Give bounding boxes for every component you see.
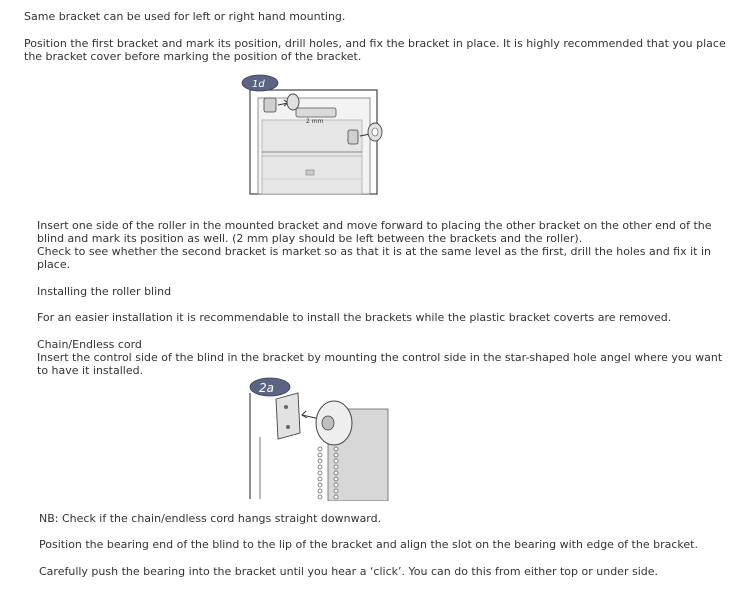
figure-2a bbox=[244, 377, 390, 501]
paragraph-nb-chain: NB: Check if the chain/endless cord hangs straight downward. bbox=[39, 512, 382, 525]
paragraph-control-side: Insert the control side of the blind in the bracket by mounting the control side in the star-shaped hole angel where you want to have it installed. bbox=[37, 351, 723, 377]
paragraph-bearing-end: Position the bearing end of the blind to the lip of the bracket and align the slot on the bearing with edge of the bracket. bbox=[39, 538, 698, 551]
paragraph-insert-roller: Insert one side of the roller in the mounted bracket and move forward to placing the other bracket on the other end of the blind and mark its position as well. (2 mm play should be left between the brackets and the roller). bbox=[37, 219, 712, 245]
measure-label: 2 mm bbox=[306, 118, 324, 125]
paragraph-chain-heading: Chain/Endless cord bbox=[37, 338, 142, 351]
figure-1d bbox=[238, 74, 390, 196]
paragraph-mounting-note: Same bracket can be used for left or right hand mounting. bbox=[24, 10, 346, 23]
paragraph-installing-heading: Installing the roller blind bbox=[37, 285, 172, 298]
paragraph-first-bracket: Position the first bracket and mark its position, drill holes, and fix the bracket in place. It is highly recommended that you place the bracket cover before marking the position of the bracket. bbox=[24, 37, 726, 63]
paragraph-easier-installation: For an easier installation it is recommendable to install the brackets while the plastic bracket coverts are removed. bbox=[37, 311, 672, 324]
figure-2a-badge: 2a bbox=[259, 381, 274, 395]
paragraph-push-bearing: Carefully push the bearing into the bracket until you hear a ‘click’. You can do this from either top or under side. bbox=[39, 565, 658, 578]
paragraph-second-bracket: Check to see whether the second bracket is market so as that it is at the same level as the first, drill the holes and fix it in place. bbox=[37, 245, 711, 271]
figure-1d-badge: 1d bbox=[252, 79, 265, 90]
